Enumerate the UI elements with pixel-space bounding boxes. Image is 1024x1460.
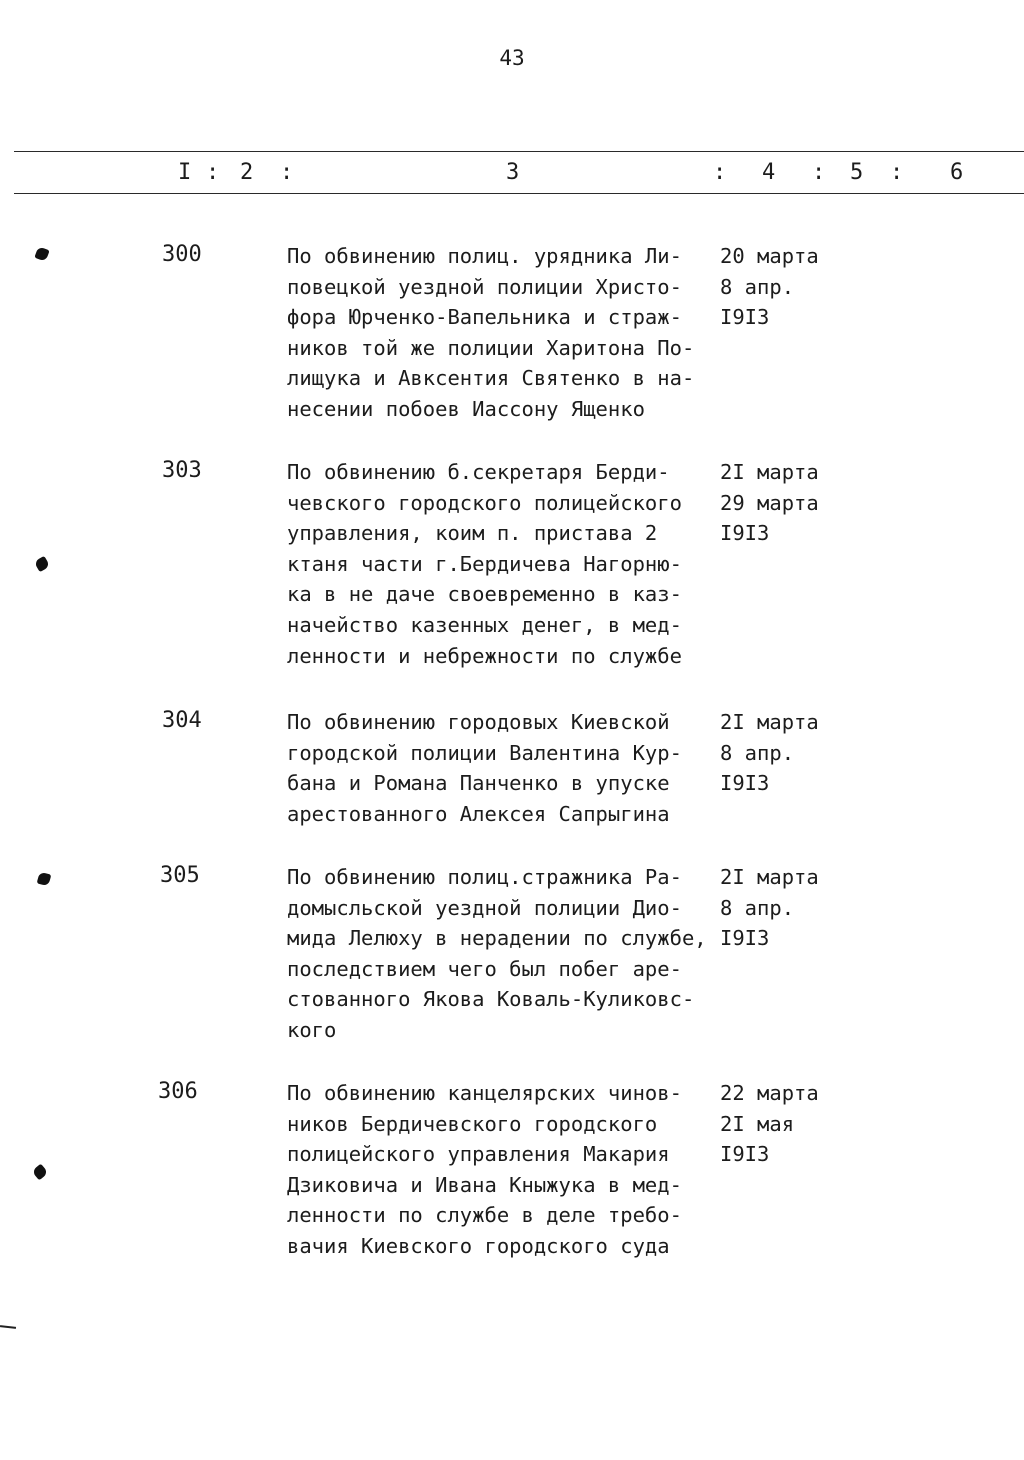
description-line: начейство казенных денег, в мед- <box>287 612 682 637</box>
description-line: последствием чего был побег аре- <box>287 956 682 981</box>
description-line: ленности по службе в деле требо- <box>287 1203 682 1228</box>
binding-hole-mark <box>37 872 52 887</box>
column-header-4: 4 <box>762 160 776 185</box>
description-line: мида Лелюху в нерадении по службе, <box>287 926 707 951</box>
page-number: 43 <box>499 46 525 70</box>
year: I9I3 <box>720 926 770 951</box>
binding-hole-mark <box>32 1164 49 1181</box>
start-date: 2I марта <box>720 865 819 889</box>
description-line: управления, коим п. пристава 2 <box>287 521 658 546</box>
description-line: арестованного Алексея Сапрыгина <box>287 801 670 826</box>
header-bottom-rule <box>14 193 1024 194</box>
entry-dates <box>720 241 819 333</box>
entry-number: 300 <box>162 242 202 267</box>
description-line: По обвинению полиц.стражника Ра- <box>287 865 682 889</box>
start-date: 2I марта <box>720 710 819 734</box>
description-line: городской полиции Валентина Кур- <box>287 740 682 765</box>
column-header-1: I <box>178 160 192 185</box>
description-line: ников Бердичевского городского <box>287 1111 658 1136</box>
entry-dates <box>720 1078 819 1170</box>
description-line: фора Юрченко-Вапельника и страж- <box>287 305 682 330</box>
description-line: ников той же полиции Харитона По- <box>287 335 695 360</box>
description-line: ктаня части г.Бердичева Нагорню- <box>287 551 682 576</box>
end-date: 8 апр. <box>720 740 795 765</box>
description-line: чевского городского полицейского <box>287 490 682 515</box>
description-line: домысльской уездной полиции Дио- <box>287 895 682 920</box>
binding-hole-mark <box>34 556 50 572</box>
year: I9I3 <box>720 1142 770 1167</box>
margin-stroke <box>0 1325 16 1329</box>
column-header-5: 5 <box>850 160 864 185</box>
binding-hole-mark <box>34 246 49 261</box>
description-line: Дзиковича и Ивана Кныжука в мед- <box>287 1172 682 1197</box>
column-header-2: 2 <box>240 160 254 185</box>
start-date: 20 марта <box>720 244 819 268</box>
description-line: бана и Романа Панченко в упуске <box>287 771 670 796</box>
year: I9I3 <box>720 521 770 546</box>
description-line: ка в не даче своевременно в каз- <box>287 582 682 607</box>
entry-number: 305 <box>160 863 200 888</box>
column-separator: : <box>812 160 826 185</box>
entry-description <box>287 457 717 671</box>
column-separator: : <box>280 160 294 185</box>
start-date: 22 марта <box>720 1081 819 1105</box>
entry-dates <box>720 457 819 549</box>
entry-number: 303 <box>162 458 202 483</box>
column-header-6: 6 <box>950 160 964 185</box>
start-date: 2I марта <box>720 460 819 484</box>
description-line: полицейского управления Макария <box>287 1142 670 1167</box>
column-separator: : <box>206 160 220 185</box>
entry-number: 304 <box>162 708 202 733</box>
description-line: стованного Якова Коваль-Куликовс- <box>287 987 695 1012</box>
description-line: По обвинению канцелярских чинов- <box>287 1081 682 1105</box>
end-date: 8 апр. <box>720 895 795 920</box>
column-header-3: 3 <box>506 160 520 185</box>
description-line: кого <box>287 1017 337 1042</box>
column-separator: : <box>713 160 727 185</box>
year: I9I3 <box>720 771 770 796</box>
entry-description <box>287 707 717 829</box>
description-line: ленности и небрежности по службе <box>287 643 682 668</box>
description-line: вачия Киевского городского суда <box>287 1233 670 1258</box>
description-line: По обвинению городовых Киевской <box>287 710 670 734</box>
entry-number: 306 <box>158 1079 198 1104</box>
description-line: несении побоев Иассону Ященко <box>287 396 645 421</box>
description-line: лищука и Авксентия Святенко в на- <box>287 366 695 391</box>
year: I9I3 <box>720 305 770 330</box>
entry-description <box>287 862 717 1046</box>
column-separator: : <box>890 160 904 185</box>
end-date: 29 марта <box>720 490 819 515</box>
entry-dates <box>720 862 819 954</box>
description-line: По обвинению б.секретаря Берди- <box>287 460 670 484</box>
entry-dates <box>720 707 819 799</box>
description-line: повецкой уездной полиции Христо- <box>287 274 682 299</box>
end-date: 2I мая <box>720 1111 795 1136</box>
entry-description <box>287 241 717 425</box>
entry-description <box>287 1078 717 1262</box>
end-date: 8 апр. <box>720 274 795 299</box>
description-line: По обвинению полиц. урядника Ли- <box>287 244 682 268</box>
header-top-rule <box>14 151 1024 152</box>
